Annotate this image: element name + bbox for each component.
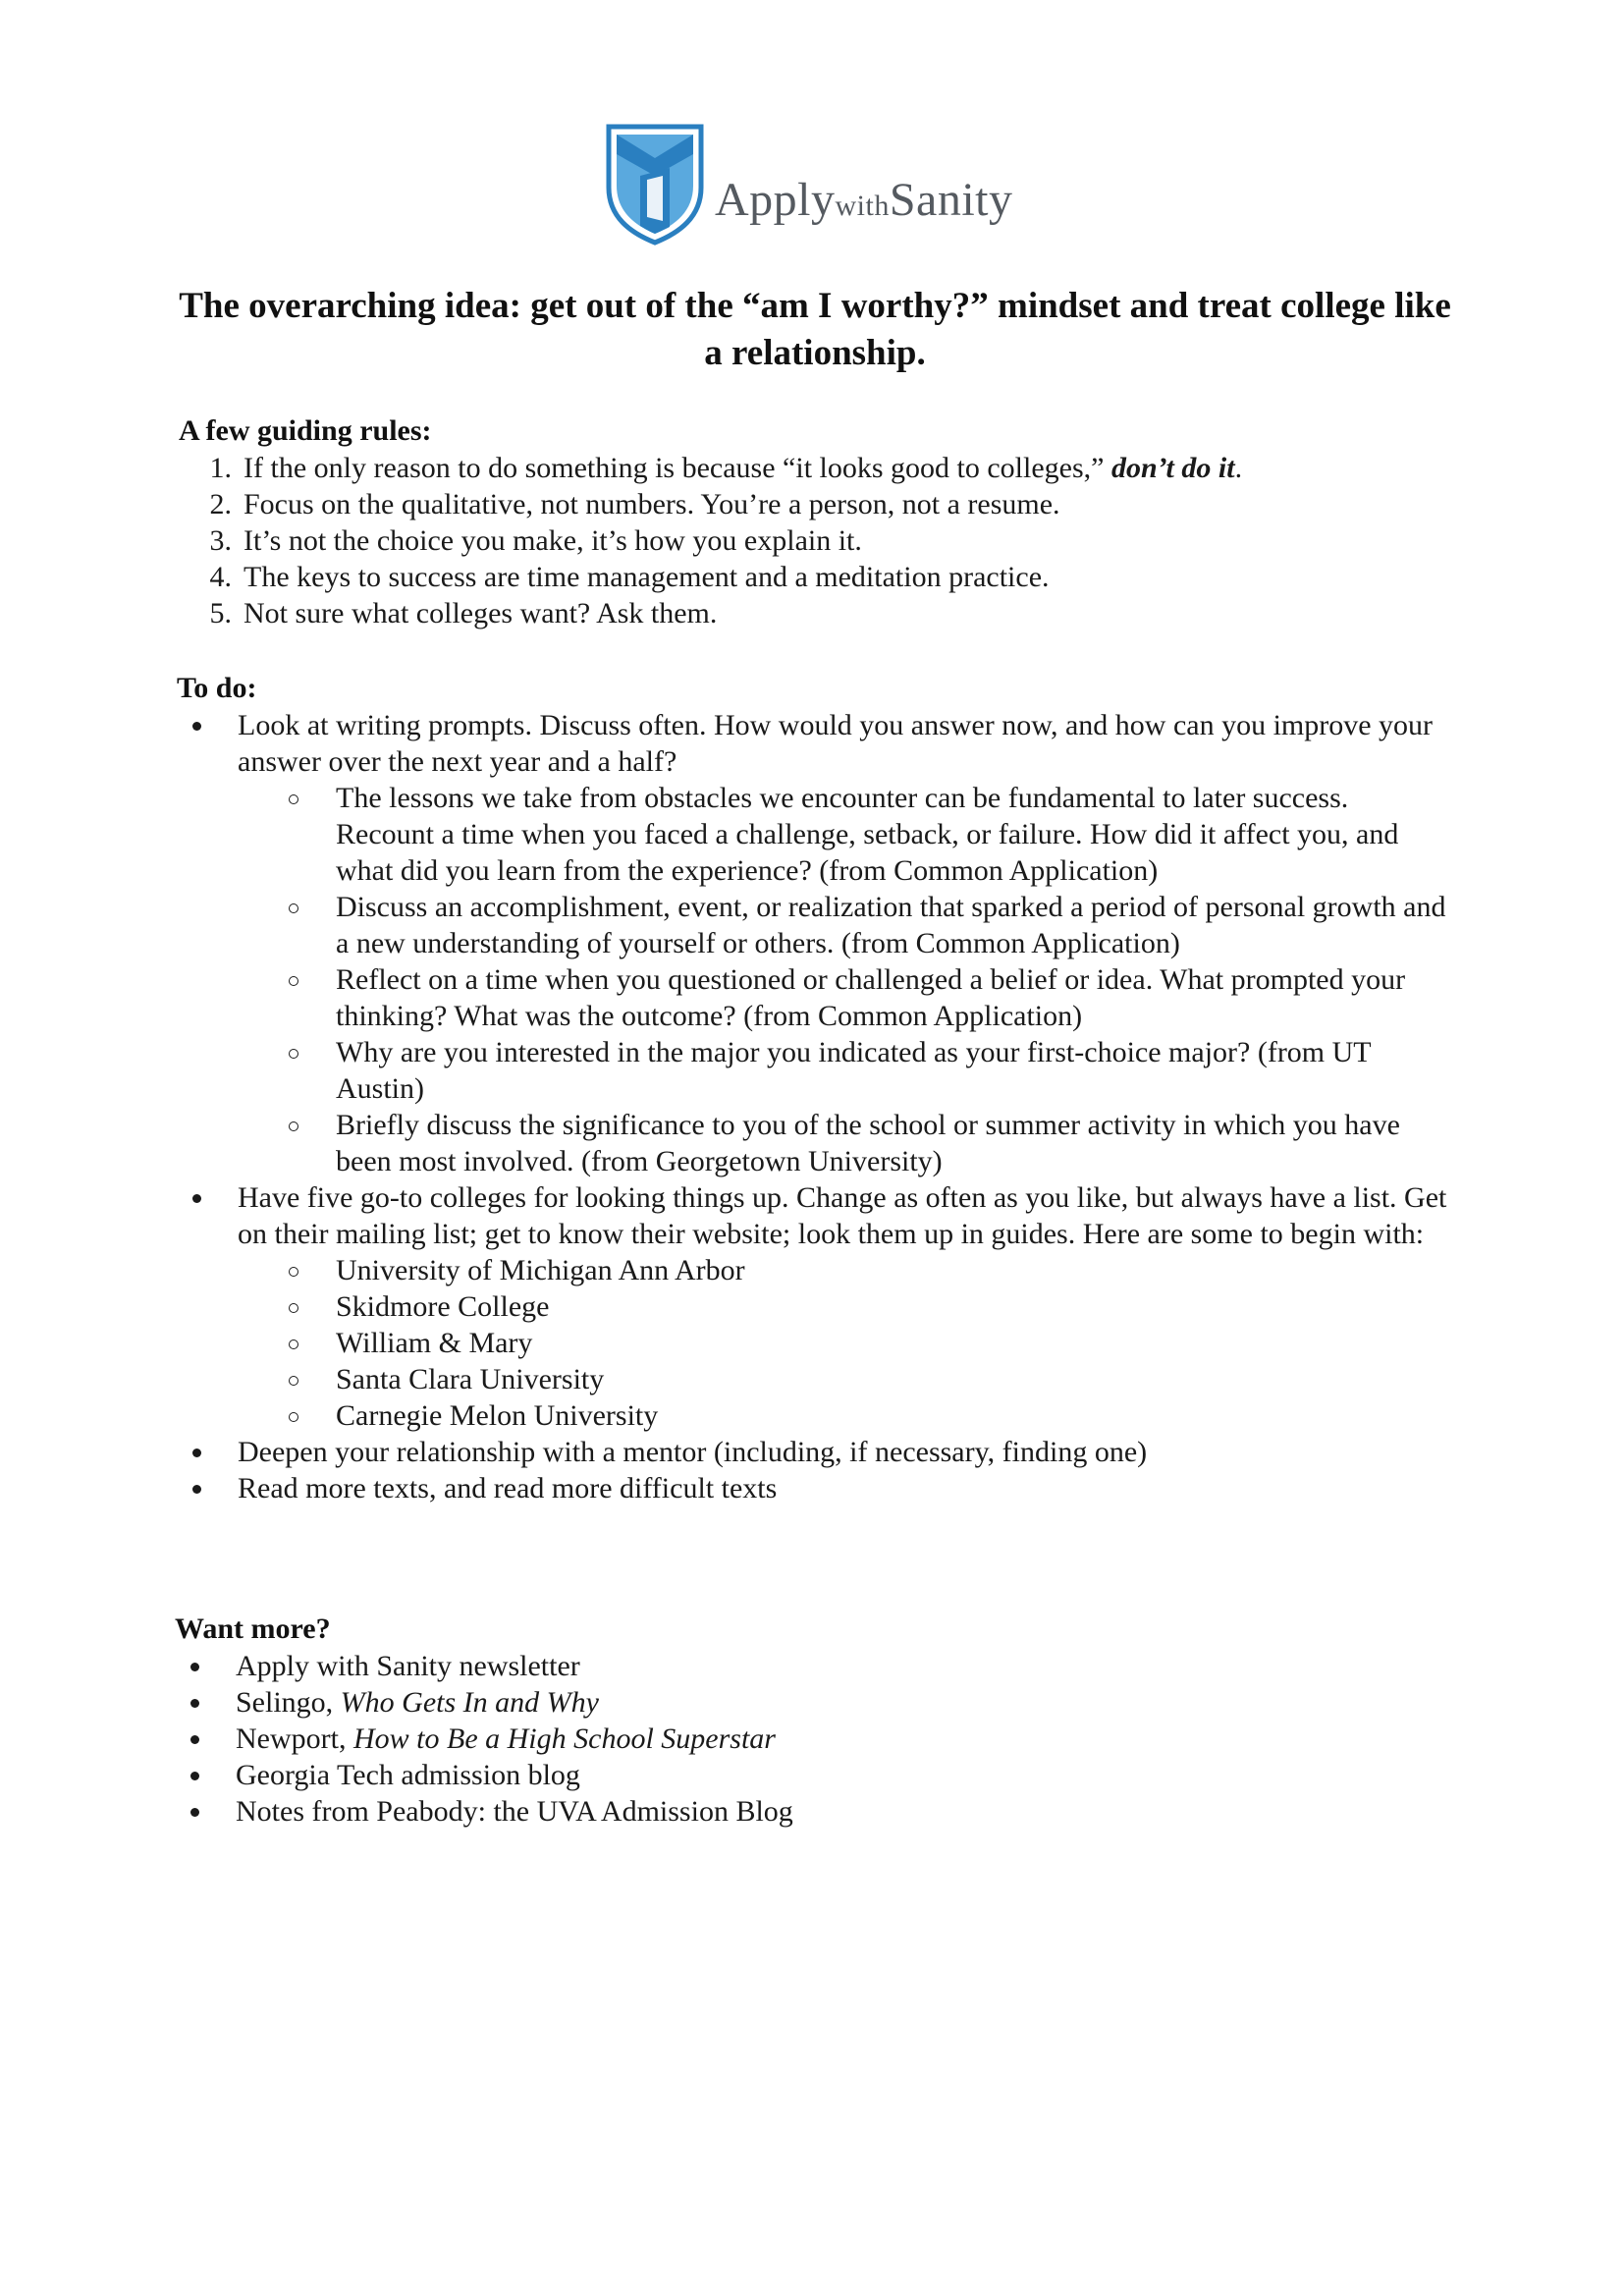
resource-text: Newport, (236, 1722, 353, 1755)
writing-prompts-list (177, 780, 1453, 1179)
colleges-list (177, 1252, 1453, 1434)
rule-number: 2. (209, 488, 232, 520)
todo-item-go-to-colleges (177, 1179, 1453, 1434)
rule-number: 1. (209, 452, 232, 484)
page-title: The overarching idea: get out of the “am I worthy?” mindset and treat college like a relationship. (179, 286, 1451, 373)
todo-list (177, 707, 1453, 1506)
rule-item (179, 559, 1475, 595)
prompt-item: Briefly discuss the significance to you of the school or summer activity in which you have been most involved. (from Georgetown University) (177, 1107, 1453, 1179)
resource-item (175, 1721, 1471, 1757)
college-item: William & Mary (177, 1325, 1453, 1361)
brand-apply: Apply (715, 174, 836, 226)
want-more-section (175, 1611, 1471, 1830)
todo-item-mentor (177, 1434, 1453, 1470)
rule-number: 4. (209, 561, 232, 593)
resource-item (175, 1648, 1471, 1684)
rule-item (179, 595, 1475, 631)
rule-number: 5. (209, 597, 232, 629)
brand-wordmark (715, 173, 1013, 227)
guiding-rules-list (179, 450, 1475, 631)
todo-item-writing-prompts (177, 707, 1453, 1179)
resource-item (175, 1757, 1471, 1793)
todo-section (177, 670, 1453, 1506)
guiding-rules-section (179, 412, 1475, 631)
todo-item-text: Read more texts, and read more difficult texts (238, 1472, 778, 1504)
want-more-heading: Want more? (175, 1613, 331, 1645)
resource-item (175, 1684, 1471, 1721)
rule-emphasis: don’t do it (1110, 452, 1235, 484)
college-item: University of Michigan Ann Arbor (177, 1252, 1453, 1288)
resources-list (175, 1648, 1471, 1830)
todo-item-text: Deepen your relationship with a mentor (including, if necessary, finding one) (238, 1436, 1148, 1468)
shield-logo-icon (601, 119, 709, 246)
brand-sanity: Sanity (889, 174, 1013, 226)
college-item: Skidmore College (177, 1288, 1453, 1325)
prompt-item: Why are you interested in the major you indicated as your first-choice major? (from UT Austin) (177, 1034, 1453, 1107)
colleges-wrap (177, 1252, 1453, 1434)
guiding-rules-heading: A few guiding rules: (179, 414, 432, 447)
college-item: Santa Clara University (177, 1361, 1453, 1397)
rule-text: The keys to success are time management and a meditation practice. (244, 561, 1050, 593)
resource-item (175, 1793, 1471, 1830)
prompt-item: Reflect on a time when you questioned or challenged a belief or idea. What prompted your thinking? What was the outcome? (from Common Application) (177, 961, 1453, 1034)
rule-text: If the only reason to do something is because “it looks good to colleges,” (244, 452, 1105, 484)
rule-text: Focus on the qualitative, not numbers. You’re a person, not a resume. (244, 488, 1060, 520)
rule-item (179, 522, 1475, 559)
brand-with: with (835, 190, 890, 222)
rule-item (179, 450, 1475, 486)
resource-text: Apply with Sanity newsletter (236, 1650, 580, 1682)
rule-text: It’s not the choice you make, it’s how you explain it. (244, 524, 862, 557)
resource-text: Selingo, (236, 1686, 341, 1719)
rule-text: Not sure what colleges want? Ask them. (244, 597, 718, 629)
prompts-wrap (177, 780, 1453, 1179)
prompt-item: The lessons we take from obstacles we encounter can be fundamental to later success. Recount a time when you faced a challenge, setback, or failure. How did it affect you, and what did you learn from the experience? (from Common Application) (177, 780, 1453, 889)
resource-title: Who Gets In and Why (340, 1686, 599, 1719)
resource-text: Notes from Peabody: the UVA Admission Blog (236, 1795, 793, 1828)
resource-title: How to Be a High School Superstar (352, 1722, 776, 1755)
rule-item (179, 486, 1475, 522)
rule-number: 3. (209, 524, 232, 557)
resource-text: Georgia Tech admission blog (236, 1759, 580, 1791)
apply-with-sanity-logo (601, 116, 1013, 248)
prompt-item: Discuss an accomplishment, event, or realization that sparked a period of personal growth and a new understanding of yourself or others. (from Common Application) (177, 889, 1453, 961)
college-item: Carnegie Melon University (177, 1397, 1453, 1434)
todo-heading: To do: (177, 672, 257, 704)
todo-item-text: Look at writing prompts. Discuss often. How would you answer now, and how can you improve your answer over the next year and a half? (238, 709, 1434, 778)
todo-item-text: Have five go-to colleges for looking things up. Change as often as you like, but always have a list. Get on their mailing list; get to know their website; look them up in guides. Here are some to begin with: (238, 1181, 1447, 1250)
rule-tail: . (1234, 452, 1243, 484)
todo-item-read-more (177, 1470, 1453, 1506)
